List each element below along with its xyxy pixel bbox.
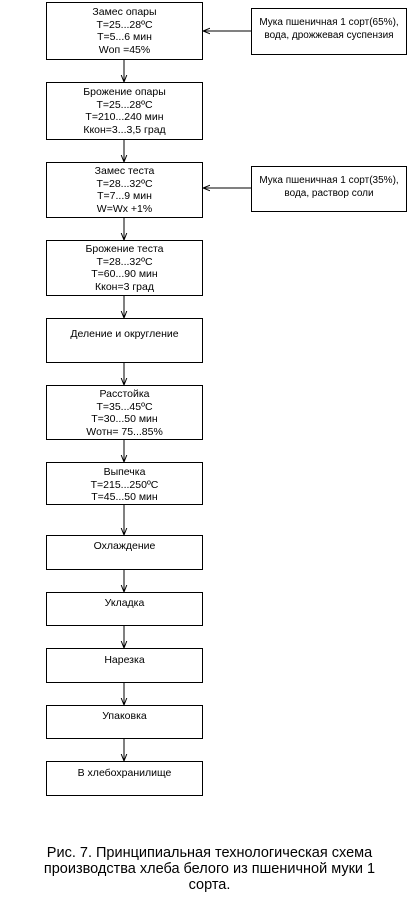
step-bread-storage [46,761,203,796]
step-3-line-3: T=7...9 мин [97,190,152,202]
step-9-line-1: Укладка [104,597,145,609]
step-dough-mixing [46,162,203,218]
step-dough-fermentation [46,240,203,296]
step-1-line-3: T=5...6 мин [97,31,152,43]
step-11-line-1: Упаковка [102,710,147,722]
step-baking [46,462,203,505]
input-dough-ingredients [251,166,407,212]
step-4-line-2: T=28...32ºC [96,255,153,268]
input-1-line-1: Мука пшеничная 1 сорт(65%), [259,17,399,28]
step-3-line-1: Замес теста [94,165,155,177]
step-dough-starter-mixing [46,2,203,60]
caption-line-3: сорта. [188,877,231,893]
step-10-line-1: Нарезка [104,654,145,666]
step-6-line-2: T=35...45ºC [96,400,153,413]
step-4-line-4: Ккон=3 град [95,280,154,293]
figure-caption [0,845,419,893]
step-packing [46,705,203,739]
caption-line-1: Рис. 7. Принципиальная технологическая схема [46,845,373,861]
step-1-line-4: Wоп =45% [98,43,151,56]
step-8-line-1: Охлаждение [93,540,156,552]
step-6-line-1: Расстойка [99,388,150,400]
step-3-line-4: W=Wx +1% [96,202,153,215]
step-proofing [46,385,203,440]
step-4-line-1: Брожение теста [85,243,164,255]
step-1-line-2: T=25...28ºC [96,18,153,31]
step-starter-fermentation [46,82,203,140]
step-2-line-3: T=210...240 мин [85,111,164,123]
step-7-line-1: Выпечка [103,466,146,478]
step-1-line-1: Замес опары [92,6,157,18]
step-dividing-rounding [46,318,203,363]
step-2-line-2: T=25...28ºC [96,98,153,111]
input-2-line-1: Мука пшеничная 1 сорт(35%), [259,175,399,186]
step-stacking [46,592,203,626]
caption-line-2: производства хлеба белого из пшеничной муки 1 [43,861,376,877]
input-starter-ingredients [251,8,407,55]
step-4-line-3: T=60...90 мин [91,268,158,280]
step-2-line-4: Ккон=3...3,5 град [83,123,166,136]
step-12-line-1: В хлебохранилище [77,767,172,779]
step-5-line-1: Деление и округление [70,328,179,340]
step-2-line-1: Брожение опары [83,86,166,98]
step-7-line-3: T=45...50 мин [91,491,158,503]
step-6-line-3: T=30...50 мин [91,413,158,425]
step-6-line-4: Wотн= 75...85% [86,425,163,438]
step-cooling [46,535,203,570]
step-slicing [46,648,203,683]
input-2-line-2: вода, раствор соли [284,187,374,199]
input-1-line-2: вода, дрожжевая суспензия [264,29,394,41]
step-3-line-2: T=28...32ºC [96,177,153,190]
step-7-line-2: T=215...250ºC [90,478,159,491]
